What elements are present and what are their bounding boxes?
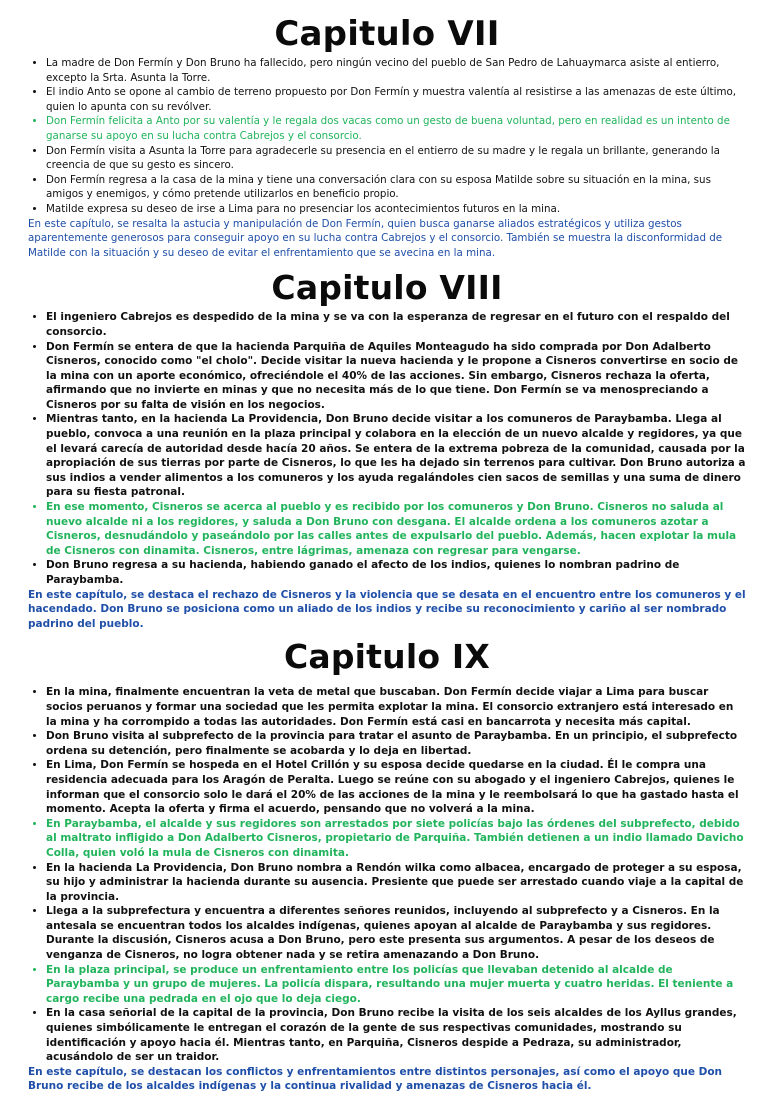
list-item: • Don Fermín visita a Asunta la Torre para agradecerle su presencia en el entierro de su madre y le regala un brillante, generando la creencia de que su gesto es sincero. bbox=[46, 144, 746, 173]
list-item: • En la casa señorial de la capital de la provincia, Don Bruno recibe la visita de los seis alcaldes de los Ayllus grandes, quienes simbólicamente le entregan el corazón de la gente de sus respectivas comunidades, mostrando su identificación y apoyo hacia él. Mientras tanto, en Parquiña, Cisneros despide a Pedraza, su administrador, acusándolo de ser un traidor. bbox=[46, 1006, 746, 1064]
list-item: • La madre de Don Fermín y Don Bruno ha fallecido, pero ningún vecino del pueblo de San Pedro de Lahuaymarca asiste al entierro, excepto la Srta. Asunta la Torre. bbox=[46, 56, 746, 85]
list-item: • Mientras tanto, en la hacienda La Providencia, Don Bruno decide visitar a los comuneros de Paraybamba. Llega al pueblo, convoca a una reunión en la plaza principal y colabora en la elección de un nuevo alcalde y regidores, ya que el levará carecía de autoridad desde hacía 20 años. Se entera de la extrema pobreza de la comunidad, causada por la apropiación de sus tierras por parte de Cisneros, lo que les ha dejado sin terrenos para cultivar. Don Bruno autoriza a sus indios a vender alimentos a los comuneros y los ayuda regalándoles cien sacos de semillas y una suma de dinero para su fiesta patronal. bbox=[46, 412, 746, 500]
document-page bbox=[0, 12, 768, 1093]
list-item: • Don Bruno regresa a su hacienda, habiendo ganado el afecto de los indios, quienes lo nombran padrino de Paraybamba. bbox=[46, 558, 746, 587]
chapter-9-title: Capitulo IX bbox=[283, 637, 491, 677]
list-item: • En la plaza principal, se produce un enfrentamiento entre los policías que llevaban detenido al alcalde de Paraybamba y un grupo de mujeres. La policía dispara, resultando una mujer muerta y cuatro heridas. El teniente a cargo recibe una pedrada en el ojo que lo deja ciego. bbox=[46, 963, 746, 1007]
list-item: • Don Fermín se entera de que la hacienda Parquiña de Aquiles Monteagudo ha sido comprada por Don Adalberto Cisneros, conocido como "el cholo". Decide visitar la nueva hacienda y le propone a Cisneros convertirse en socio de la mina con un aporte económico, ofreciéndole el 40% de las acciones. Sin embargo, Cisneros rechaza la oferta, afirmando que no invierte en minas y que no necesita más de lo que tiene. Don Fermín se va menospreciando a Cisneros por su falta de visión en los negocios. bbox=[46, 340, 746, 413]
chapter-8-title: Capitulo VIII bbox=[271, 268, 503, 308]
list-item: • En la mina, finalmente encuentran la veta de metal que buscaban. Don Fermín decide viajar a Lima para buscar socios peruanos y formar una sociedad que les permita explotar la mina. El consorcio extranjero está interesado en la mina y ha corrompido a todas las autoridades. Don Fermín está casi en bancarrota y necesita más capital. bbox=[46, 685, 746, 729]
list-item: • Llega a la subprefectura y encuentra a diferentes señores reunidos, incluyendo al subprefecto y a Cisneros. En la antesala se encuentran todos los alcaldes indígenas, quienes apoyan al alcalde de Paraybamba y sus regidores. Durante la discusión, Cisneros acusa a Don Bruno, pero este presenta sus argumentos. A pesar de los deseos de venganza de Cisneros, no logra obtener nada y se retira amenazando a Don Bruno. bbox=[46, 904, 746, 962]
list-item: • Matilde expresa su deseo de irse a Lima para no presenciar los acontecimientos futuros en la mina. bbox=[46, 202, 746, 217]
chapter-9-points bbox=[28, 685, 746, 1064]
list-item: • Don Bruno visita al subprefecto de la provincia para tratar el asunto de Paraybamba. En un principio, el subprefecto ordena su detención, pero finalmente se acobarda y lo deja en libertad. bbox=[46, 729, 746, 758]
chapter-9-section bbox=[28, 633, 746, 1094]
list-item: • En ese momento, Cisneros se acerca al pueblo y es recibido por los comuneros y Don Bruno. Cisneros no saluda al nuevo alcalde ni a los regidores, y saluda a Don Bruno con desgana. El alcalde ordena a los comuneros azotar a Cisneros, desnudándolo y paseándolo por las calles antes de expulsarlo del pueblo. Además, hacen explotar la mula de Cisneros con dinamita. Cisneros, entre lágrimas, amenaza con regresar para vengarse. bbox=[46, 500, 746, 558]
chapter-7-summary: En este capítulo, se resalta la astucia y manipulación de Don Fermín, quien busca ganarse aliados estratégicos y utiliza gestos aparentemente generosos para conseguir apoyo en su lucha contra Cabrejos y el consorcio. También se muestra la disconformidad de Matilde con la situación y su deseo de evitar el enfrentamiento que se avecina en la mina. bbox=[28, 217, 723, 259]
chapter-8-section bbox=[28, 266, 746, 631]
list-item: • En Lima, Don Fermín se hospeda en el Hotel Crillón y su esposa decide quedarse en la ciudad. Él le compra una residencia adecuada para los Aragón de Peralta. Luego se reúne con su abogado y el ingeniero Cabrejos, quienes le informan que el consorcio solo le dará el 20% de las acciones de la mina y le reembolsará lo que ha gastado hasta el momento. Acepta la oferta y firma el acuerdo, pensando que no volverá a la mina. bbox=[46, 758, 746, 816]
list-item: • Don Fermín regresa a la casa de la mina y tiene una conversación clara con su esposa Matilde sobre su situación en la mina, sus amigos y enemigos, y cómo pretende utilizarlos en beneficio propio. bbox=[46, 173, 746, 202]
chapter-8-summary: En este capítulo, se destaca el rechazo de Cisneros y la violencia que se desata en el encuentro entre los comuneros y el hacendado. Don Bruno se posiciona como un aliado de los indios y recibe su reconocimiento y cariño al ser nombrado padrino del pueblo. bbox=[28, 588, 746, 630]
chapter-7-points bbox=[28, 56, 746, 217]
list-item: • Don Fermín felicita a Anto por su valentía y le regala dos vacas como un gesto de buena voluntad, pero en realidad es un intento de ganarse su apoyo en su lucha contra Cabrejos y el consorcio. bbox=[46, 114, 746, 143]
list-item: • En la hacienda La Providencia, Don Bruno nombra a Rendón wilka como albacea, encargado de proteger a su esposa, su hijo y administrar la hacienda durante su ausencia. Presiente que puede ser arrestado cuando viaje a la capital de la provincia. bbox=[46, 861, 746, 905]
list-item: • El indio Anto se opone al cambio de terreno propuesto por Don Fermín y muestra valentía al resistirse a las amenazas de este último, quien lo apunta con su revólver. bbox=[46, 85, 746, 114]
list-item: • En Paraybamba, el alcalde y sus regidores son arrestados por siete policías bajo las órdenes del subprefecto, debido al maltrato infligido a Don Adalberto Cisneros, propietario de Parquiña. También detienen a un indio llamado Davicho Colla, quien voló la mula de Cisneros con dinamita. bbox=[46, 817, 746, 861]
chapter-7-section bbox=[28, 12, 746, 260]
list-item: • El ingeniero Cabrejos es despedido de la mina y se va con la esperanza de regresar en el futuro con el respaldo del consorcio. bbox=[46, 310, 746, 339]
chapter-7-title: Capitulo VII bbox=[274, 14, 500, 54]
chapter-8-points bbox=[28, 310, 746, 587]
chapter-9-summary: En este capítulo, se destacan los conflictos y enfrentamientos entre distintos personajes, así como el apoyo que Don Bruno recibe de los alcaldes indígenas y la continua rivalidad y amenazas de Cisneros hacia él. bbox=[28, 1065, 723, 1093]
